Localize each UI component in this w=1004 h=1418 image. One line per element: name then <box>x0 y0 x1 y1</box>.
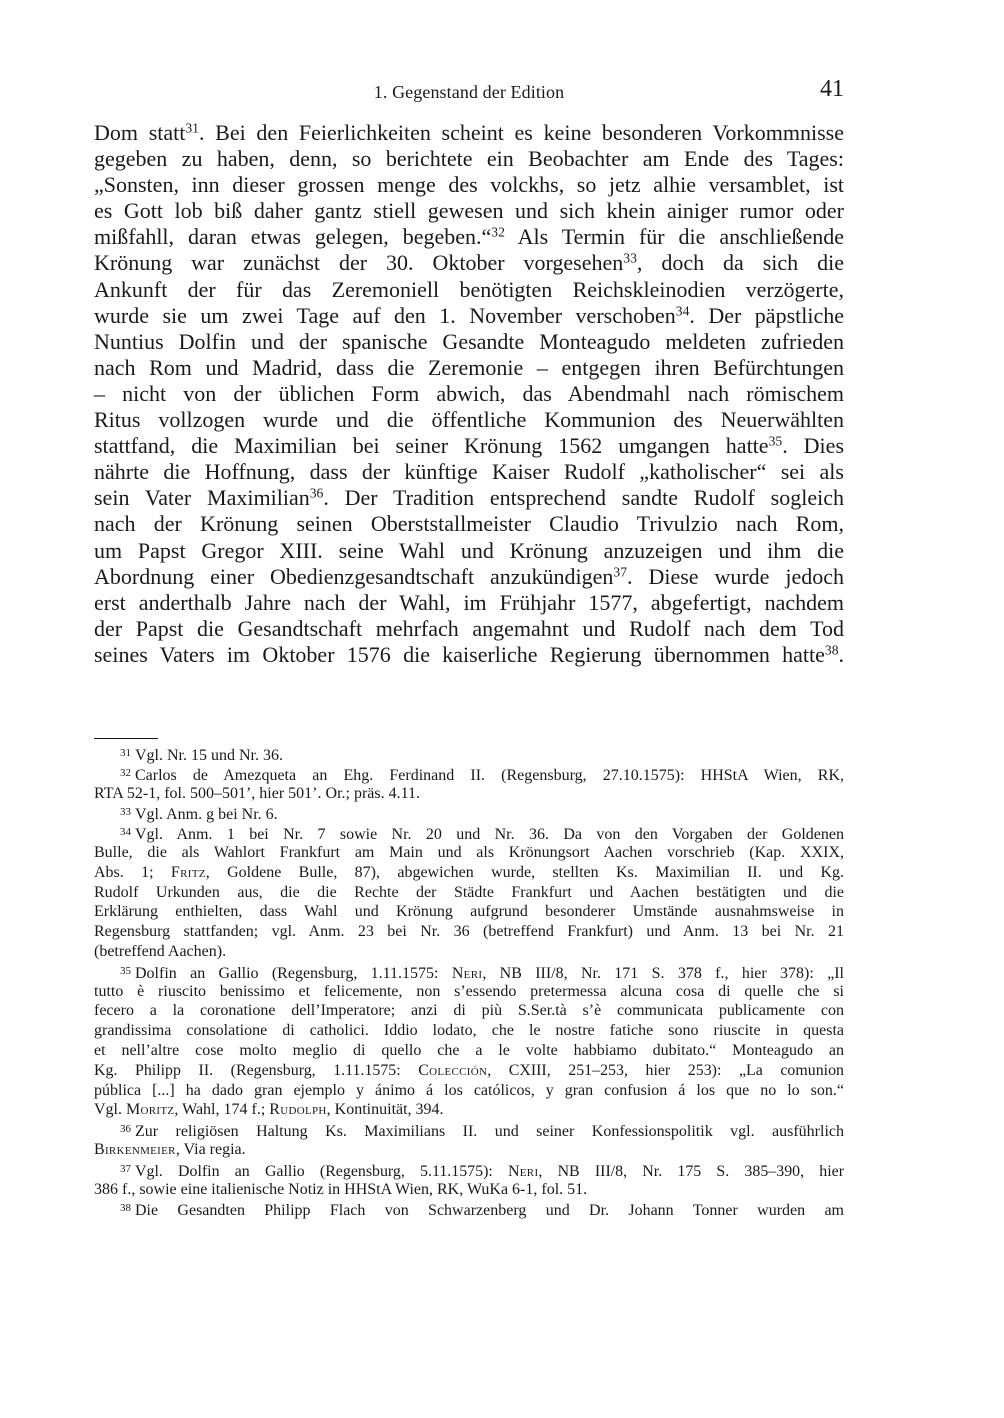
body-line: nach Rom und Madrid, dass die Zeremonie – entgegen ihren Befürchtungen <box>94 354 844 380</box>
footnote-37: $^{37}$ Vgl. Dolfin an Gallio (Regensburg, 5.11.1575): Neri, NB III/8, Nr. 175 S. 385–390, hier <box>120 1162 844 1180</box>
body-line: – nicht von der üblichen Form abwich, das Abendmahl nach römischem <box>94 380 844 406</box>
footnote-ref[interactable]: 33 <box>623 250 637 266</box>
footnote-line: Vgl. Moritz, Wahl, 174 f.; Rudolph, Kontinuität, 394. <box>94 1101 444 1119</box>
body-line: Ankunft der für das Zeremoniell benötigten Reichskleinodien verzögerte, <box>94 276 844 302</box>
main-text <box>94 120 844 668</box>
body-line: Dom statt$^{31}$. Bei den Feierlichkeiten scheint es keine besonderen Vorkommnisse <box>94 120 844 145</box>
footnote-line: fecero a la coronatione dell’Imperatore; anzi di più S.Ser.tà s’è communicata publicamente con <box>94 1002 844 1020</box>
author-name: Neri <box>451 964 483 982</box>
body-line: Abordnung einer Obedienzgesandtschaft anzukündigen$^{37}$. Diese wurde jedoch <box>94 563 844 589</box>
footnote-line: et nell’altre cose molto meglio di quello che a le volte habbiamo dubitato.“ Monteagudo an <box>94 1041 844 1059</box>
footnote-number: 34 <box>120 826 131 839</box>
author-name: Neri <box>508 1162 539 1180</box>
footnote-line: 386 f., sowie eine italienische Notiz in HHStA Wien, RK, WuKa 6-1, fol. 51. <box>94 1180 588 1198</box>
footnote-number: 31 <box>120 747 131 759</box>
footnote-number: 33 <box>120 806 131 819</box>
body-line: es Gott lob biß daher gantz stiell gewesen und sich khein ainiger rumor oder <box>94 198 844 224</box>
body-line: stattfand, die Maximilian bei seiner Krönung 1562 umgangen hatte$^{35}$. Dies <box>94 433 844 459</box>
author-name: Fritz <box>170 863 206 881</box>
running-head <box>94 78 844 108</box>
body-line: wurde sie um zwei Tage auf den 1. November verschoben$^{34}$. Der päpstliche <box>94 302 844 328</box>
footnote-separator <box>94 738 158 739</box>
footnote-32: $^{32}$ Carlos de Amezqueta an Ehg. Ferdinand II. (Regensburg, 27.10.1575): HHStA Wien, RK, <box>120 766 844 784</box>
footnote-line: (betreffend Aachen). <box>94 942 227 960</box>
footnote-ref[interactable]: 37 <box>613 564 628 580</box>
footnote-line: tutto è riuscito benissimo et felicemente, non s’essendo pretermessa alcuna cosa di quelle che si <box>94 982 844 1000</box>
author-name: Rudolph <box>269 1101 327 1119</box>
footnote-line: Abs. 1; Fritz, Goldene Bulle, 87), abgewichen wurde, stellten Ks. Maximilian II. und Kg. <box>94 863 844 881</box>
footnote-35: $^{35}$ Dolfin an Gallio (Regensburg, 1.11.1575: Neri, NB III/8, Nr. 171 S. 378 f., hier 378): „Il <box>120 964 844 982</box>
body-line: mißfahll, daran etwas gelegen, begeben.“$^{32}$ Als Termin für die anschließende <box>94 224 844 250</box>
body-line: gegeben zu haben, denn, so berichtete ein Beobachter am Ende des Tages: <box>94 146 844 172</box>
body-line: der Papst die Gesandtschaft mehrfach angemahnt und Rudolf nach dem Tod <box>94 615 844 641</box>
footnote-line: pública [...] ha dado gran ejemplo y ánimo á los católicos, y gran confusion á los que no lo son.“ <box>94 1081 844 1099</box>
footnote-number: 36 <box>120 1123 131 1136</box>
footnote-ref[interactable]: 31 <box>185 120 199 136</box>
footnote-line: RTA 52-1, fol. 500–501’, hier 501’. Or.; präs. 4.11. <box>94 784 421 802</box>
footnote-number: 37 <box>120 1162 131 1175</box>
footnotes <box>94 744 844 1219</box>
body-line: um Papst Gregor XIII. seine Wahl und Krönung anzuzeigen und ihm die <box>94 537 844 563</box>
footnote-36: $^{36}$ Zur religiösen Haltung Ks. Maximilians II. und seiner Konfessionspolitik vgl. ausführlich <box>120 1122 844 1140</box>
footnote-line: Regensburg stattfanden; vgl. Anm. 23 bei Nr. 36 (betreffend Frankfurt) und Anm. 13 bei Nr. 21 <box>94 923 844 941</box>
running-title: 1. Gegenstand der Edition <box>373 82 565 102</box>
footnote-31: $^{31}$ Vgl. Nr. 15 und Nr. 36. <box>120 746 283 764</box>
author-name: Birkenmeier <box>94 1140 176 1158</box>
footnote-33: $^{33}$ Vgl. Anm. g bei Nr. 6. <box>120 806 278 824</box>
footnote-number: 32 <box>120 766 131 779</box>
footnote-ref[interactable]: 38 <box>824 642 839 658</box>
footnote-38: $^{38}$ Die Gesandten Philipp Flach von Schwarzenberg und Dr. Johann Tonner wurden am <box>120 1202 844 1220</box>
body-line: Krönung war zunächst der 30. Oktober vorgesehen$^{33}$, doch da sich die <box>94 250 844 276</box>
footnote-34: $^{34}$ Vgl. Anm. 1 bei Nr. 7 sowie Nr. 20 und Nr. 36. Da von den Vorgaben der Goldenen <box>120 826 844 844</box>
body-line: nach der Krönung seinen Oberststallmeister Claudio Trivulzio nach Rom, <box>94 511 844 537</box>
body-line: Ritus vollzogen wurde und die öffentliche Kommunion des Neuerwählten <box>94 407 844 433</box>
footnote-line: Kg. Philipp II. (Regensburg, 1.11.1575: Colección, CXIII, 251–253, hier 253): „La comunion <box>94 1061 844 1079</box>
footnote-line: Bulle, die als Wahlort Frankfurt am Main und als Krönungsort Aachen vorschrieb (Kap. XXIX, <box>94 843 844 861</box>
footnote-number: 38 <box>120 1202 131 1215</box>
body-line: erst anderthalb Jahre nach der Wahl, im Frühjahr 1577, abgefertigt, nachdem <box>94 589 844 615</box>
author-name: Moritz <box>126 1101 175 1119</box>
footnote-line: grandissima consolatione di catholici. Iddio lodato, che le nostre fatiche sono riuscite in questa <box>94 1022 844 1040</box>
body-line: sein Vater Maximilian$^{36}$. Der Tradition entsprechend sandte Rudolf sogleich <box>94 485 844 511</box>
body-line: „Sonsten, inn dieser grossen menge des volckhs, so jetz alhie versamblet, ist <box>94 172 844 198</box>
body-line: nährte die Hoffnung, dass der künftige Kaiser Rudolf „katholischer“ sei als <box>94 459 844 485</box>
footnote-ref[interactable]: 35 <box>768 433 783 449</box>
footnote-ref[interactable]: 32 <box>491 224 505 240</box>
body-line: seines Vaters im Oktober 1576 die kaiserliche Regierung übernommen hatte$^{38}$. <box>94 641 844 667</box>
footnote-number: 35 <box>120 964 131 977</box>
footnote-line: Erklärung enthielten, dass Wahl und Krönung aufgrund besonderer Umstände ausnahmsweise in <box>94 903 844 921</box>
footnote-line: Birkenmeier, Via regia. <box>94 1140 246 1158</box>
footnote-line: Rudolf Urkunden aus, die die Rechte der Städte Frankfurt und Aachen bestätigten und die <box>94 883 844 901</box>
body-line: Nuntius Dolfin und der spanische Gesandte Monteagudo meldeten zufrieden <box>94 328 844 354</box>
page-number: 41 <box>820 76 844 102</box>
footnote-ref[interactable]: 34 <box>675 303 690 319</box>
footnote-ref[interactable]: 36 <box>309 485 324 501</box>
author-name: Colección <box>418 1061 488 1079</box>
